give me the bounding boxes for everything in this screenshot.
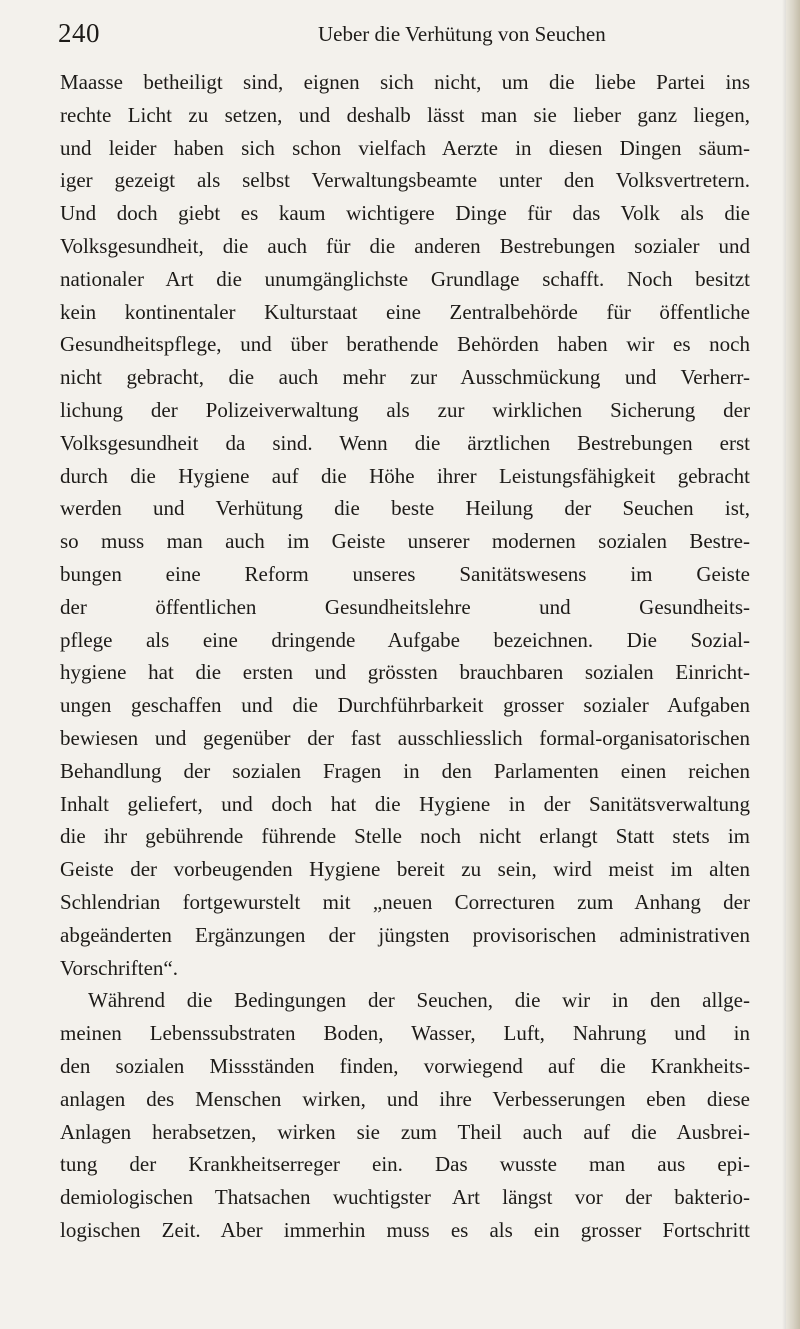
text-line: die ihr gebührende führende Stelle noch nicht erlangt Statt stets im: [60, 824, 750, 849]
text-line: lichung der Polizeiverwaltung als zur wirklichen Sicherung der: [60, 397, 750, 422]
text-line: tung der Krankheitserreger ein. Das wusste man aus epi-: [60, 1152, 750, 1177]
text-line: nicht gebracht, die auch mehr zur Ausschmückung und Verherr-: [60, 365, 750, 390]
text-line: Behandlung der sozialen Fragen in den Parlamenten einen reichen: [60, 758, 750, 783]
page-edge: [786, 0, 800, 1329]
page-number: 240: [58, 18, 100, 48]
text-line: pflege als eine dringende Aufgabe bezeichnen. Die Sozial-: [60, 627, 750, 652]
text-line: werden und Verhütung die beste Heilung der Seuchen ist,: [60, 496, 750, 521]
text-line: Volksgesundheit, die auch für die anderen Bestrebungen sozialer und: [60, 233, 750, 258]
paragraph-end-line: Vorschriften“.: [60, 955, 178, 980]
text-line: kein kontinentaler Kulturstaat eine Zentralbehörde für öffentliche: [60, 299, 750, 324]
text-line: meinen Lebenssubstraten Boden, Wasser, Luft, Nahrung und in: [60, 1021, 750, 1046]
text-line: den sozialen Missständen finden, vorwiegend auf die Krankheits-: [60, 1053, 750, 1078]
text-line: logischen Zeit. Aber immerhin muss es als ein grosser Fortschritt: [60, 1217, 750, 1242]
text-line: und leider haben sich schon vielfach Aerzte in diesen Dingen säum-: [60, 135, 750, 160]
body-text: [60, 66, 750, 1247]
text-line: rechte Licht zu setzen, und deshalb lässt man sie lieber ganz liegen,: [60, 102, 750, 127]
text-line: Inhalt geliefert, und doch hat die Hygiene in der Sanitätsverwaltung: [60, 791, 750, 816]
text-line: anlagen des Menschen wirken, und ihre Verbesserungen eben diese: [60, 1086, 750, 1111]
running-head: Ueber die Verhütung von Seuchen: [318, 22, 606, 46]
text-line: nationaler Art die unumgänglichste Grundlage schafft. Noch besitzt: [60, 266, 750, 291]
text-line: demiologischen Thatsachen wuchtigster Art längst vor der bakterio-: [60, 1185, 750, 1210]
text-line: iger gezeigt als selbst Verwaltungsbeamte unter den Volksvertretern.: [60, 168, 750, 193]
text-line: Maasse betheiligt sind, eignen sich nicht, um die liebe Partei ins: [60, 70, 750, 94]
text-line: Schlendrian fortgewurstelt mit „neuen Correcturen zum Anhang der: [60, 889, 750, 914]
text-line: so muss man auch im Geiste unserer modernen sozialen Bestre-: [60, 529, 750, 554]
text-line: Volksgesundheit da sind. Wenn die ärztlichen Bestrebungen erst: [60, 430, 750, 455]
text-line: abgeänderten Ergänzungen der jüngsten provisorischen administrativen: [60, 922, 750, 947]
text-line: Geiste der vorbeugenden Hygiene bereit zu sein, wird meist im alten: [60, 857, 750, 882]
text-line: bewiesen und gegenüber der fast ausschliesslich formal-organisatorischen: [60, 725, 750, 750]
text-line: bungen eine Reform unseres Sanitätswesens im Geiste: [60, 561, 750, 586]
paragraph-start-line: Während die Bedingungen der Seuchen, die wir in den allge-: [88, 988, 750, 1013]
text-line: hygiene hat die ersten und grössten brauchbaren sozialen Einricht-: [60, 660, 750, 685]
text-line: durch die Hygiene auf die Höhe ihrer Leistungsfähigkeit gebracht: [60, 463, 750, 488]
text-line: Und doch giebt es kaum wichtigere Dinge für das Volk als die: [60, 201, 750, 226]
text-line: der öffentlichen Gesundheitslehre und Gesundheits-: [60, 594, 750, 619]
text-line: ungen geschaffen und die Durchführbarkeit grosser sozialer Aufgaben: [60, 693, 750, 718]
text-line: Gesundheitspflege, und über berathende Behörden haben wir es noch: [60, 332, 750, 357]
page-header: [58, 18, 758, 54]
text-line: Anlagen herabsetzen, wirken sie zum Theil auch auf die Ausbrei-: [60, 1119, 750, 1144]
